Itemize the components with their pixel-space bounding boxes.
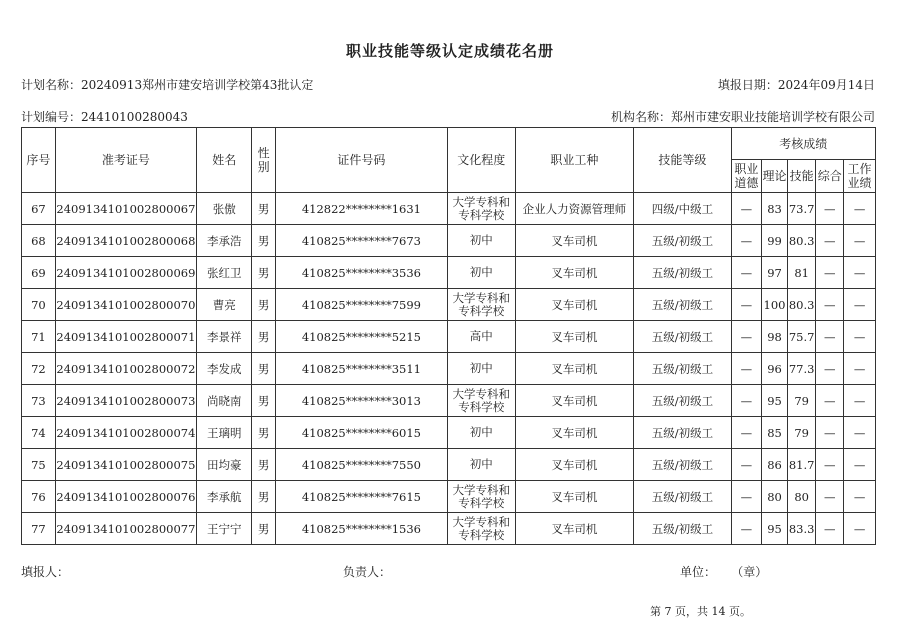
cell-seq: 67 — [22, 193, 56, 225]
cell-performance: — — [844, 513, 876, 545]
cell-theory: 95 — [762, 513, 788, 545]
cell-theory: 83 — [762, 193, 788, 225]
cell-comprehensive: — — [816, 321, 844, 353]
cell-theory: 100 — [762, 289, 788, 321]
cell-id: 410825********3536 — [275, 257, 447, 289]
cell-education: 高中 — [447, 321, 515, 353]
cell-comprehensive: — — [816, 193, 844, 225]
header-education: 文化程度 — [447, 128, 515, 193]
cell-gender: 男 — [252, 385, 276, 417]
cell-occupation: 企业人力资源管理师 — [515, 193, 634, 225]
cell-performance: — — [844, 193, 876, 225]
cell-ethics: — — [731, 193, 762, 225]
cell-education: 大学专科和专科学校 — [447, 513, 515, 545]
cell-education: 大学专科和专科学校 — [447, 289, 515, 321]
cell-ticket: 2409134101002800069 — [55, 257, 196, 289]
cell-theory: 86 — [762, 449, 788, 481]
cell-name: 曹亮 — [197, 289, 252, 321]
cell-name: 李承浩 — [197, 225, 252, 257]
cell-skill: 81 — [787, 257, 816, 289]
cell-id: 410825********1536 — [275, 513, 447, 545]
cell-gender: 男 — [252, 321, 276, 353]
cell-comprehensive: — — [816, 449, 844, 481]
cell-occupation: 叉车司机 — [515, 289, 634, 321]
cell-ethics: — — [731, 513, 762, 545]
cell-ticket: 2409134101002800071 — [55, 321, 196, 353]
cell-gender: 男 — [252, 257, 276, 289]
cell-theory: 85 — [762, 417, 788, 449]
cell-education: 初中 — [447, 417, 515, 449]
header-level: 技能等级 — [634, 128, 731, 193]
cell-occupation: 叉车司机 — [515, 321, 634, 353]
cell-occupation: 叉车司机 — [515, 449, 634, 481]
cell-occupation: 叉车司机 — [515, 417, 634, 449]
cell-id: 410825********6015 — [275, 417, 447, 449]
cell-occupation: 叉车司机 — [515, 257, 634, 289]
cell-ethics: — — [731, 257, 762, 289]
cell-theory: 95 — [762, 385, 788, 417]
cell-performance: — — [844, 449, 876, 481]
header-ethics: 职业道德 — [731, 160, 762, 193]
cell-skill: 73.7 — [787, 193, 816, 225]
cell-gender: 男 — [252, 193, 276, 225]
cell-gender: 男 — [252, 417, 276, 449]
cell-ethics: — — [731, 449, 762, 481]
cell-comprehensive: — — [816, 225, 844, 257]
cell-theory: 98 — [762, 321, 788, 353]
cell-level: 五级/初级工 — [634, 353, 731, 385]
cell-theory: 80 — [762, 481, 788, 513]
cell-id: 410825********7615 — [275, 481, 447, 513]
cell-ticket: 2409134101002800070 — [55, 289, 196, 321]
document-title: 职业技能等级认定成绩花名册 — [345, 42, 554, 60]
reporter-label: 填报人： — [21, 565, 70, 579]
cell-skill: 77.3 — [787, 353, 816, 385]
cell-seq: 72 — [22, 353, 56, 385]
cell-occupation: 叉车司机 — [515, 513, 634, 545]
cell-level: 五级/初级工 — [634, 481, 731, 513]
cell-level: 五级/初级工 — [634, 289, 731, 321]
cell-id: 410825********3511 — [275, 353, 447, 385]
header-gender: 性别 — [252, 128, 276, 193]
cell-ticket: 2409134101002800076 — [55, 481, 196, 513]
cell-gender: 男 — [252, 225, 276, 257]
cell-ethics: — — [731, 385, 762, 417]
score-roster-table — [21, 127, 876, 545]
cell-level: 五级/初级工 — [634, 513, 731, 545]
header-name: 姓名 — [197, 128, 252, 193]
cell-name: 尚晓南 — [197, 385, 252, 417]
cell-ethics: — — [731, 353, 762, 385]
cell-ethics: — — [731, 289, 762, 321]
report-date: 填报日期：2024年09月14日 — [717, 78, 875, 92]
table-row — [22, 289, 876, 321]
cell-comprehensive: — — [816, 481, 844, 513]
cell-skill: 83.3 — [787, 513, 816, 545]
cell-level: 五级/初级工 — [634, 385, 731, 417]
cell-theory: 97 — [762, 257, 788, 289]
cell-name: 张红卫 — [197, 257, 252, 289]
cell-ticket: 2409134101002800075 — [55, 449, 196, 481]
table-row — [22, 193, 876, 225]
cell-performance: — — [844, 289, 876, 321]
cell-id: 410825********7673 — [275, 225, 447, 257]
cell-gender: 男 — [252, 481, 276, 513]
cell-performance: — — [844, 257, 876, 289]
cell-education: 大学专科和专科学校 — [447, 385, 515, 417]
cell-id: 410825********5215 — [275, 321, 447, 353]
table-row — [22, 353, 876, 385]
table-row — [22, 449, 876, 481]
cell-theory: 96 — [762, 353, 788, 385]
cell-seq: 75 — [22, 449, 56, 481]
cell-gender: 男 — [252, 289, 276, 321]
cell-level: 五级/初级工 — [634, 225, 731, 257]
cell-name: 王宁宁 — [197, 513, 252, 545]
cell-ethics: — — [731, 481, 762, 513]
table-row — [22, 257, 876, 289]
cell-skill: 79 — [787, 417, 816, 449]
roster-body — [22, 193, 876, 545]
cell-ticket: 2409134101002800067 — [55, 193, 196, 225]
cell-level: 五级/初级工 — [634, 257, 731, 289]
header-theory: 理论 — [762, 160, 788, 193]
cell-education: 大学专科和专科学校 — [447, 193, 515, 225]
plan-name: 计划名称：20240913郑州市建安培训学校第43批认定 — [21, 78, 314, 92]
cell-comprehensive: — — [816, 513, 844, 545]
cell-seq: 74 — [22, 417, 56, 449]
cell-occupation: 叉车司机 — [515, 481, 634, 513]
header-skill: 技能 — [787, 160, 816, 193]
header-id: 证件号码 — [275, 128, 447, 193]
cell-name: 田均豪 — [197, 449, 252, 481]
org-name: 机构名称：郑州市建安职业技能培训学校有限公司 — [610, 110, 875, 124]
cell-skill: 80.3 — [787, 225, 816, 257]
cell-comprehensive: — — [816, 353, 844, 385]
cell-skill: 75.7 — [787, 321, 816, 353]
cell-ethics: — — [731, 225, 762, 257]
header-comprehensive: 综合 — [816, 160, 844, 193]
cell-skill: 80.3 — [787, 289, 816, 321]
cell-name: 李发成 — [197, 353, 252, 385]
header-ticket: 准考证号 — [55, 128, 196, 193]
header-seq: 序号 — [22, 128, 56, 193]
cell-seq: 69 — [22, 257, 56, 289]
cell-name: 王璃明 — [197, 417, 252, 449]
cell-education: 初中 — [447, 225, 515, 257]
table-row — [22, 321, 876, 353]
cell-occupation: 叉车司机 — [515, 385, 634, 417]
cell-education: 初中 — [447, 449, 515, 481]
page-number: 第 7 页，共 14 页。 — [650, 605, 751, 618]
cell-ticket: 2409134101002800077 — [55, 513, 196, 545]
cell-gender: 男 — [252, 449, 276, 481]
cell-skill: 80 — [787, 481, 816, 513]
cell-skill: 79 — [787, 385, 816, 417]
cell-performance: — — [844, 321, 876, 353]
cell-performance: — — [844, 417, 876, 449]
responsible-label: 负责人： — [343, 565, 392, 579]
cell-gender: 男 — [252, 353, 276, 385]
cell-performance: — — [844, 225, 876, 257]
cell-id: 412822********1631 — [275, 193, 447, 225]
table-row — [22, 513, 876, 545]
header-scores: 考核成绩 — [731, 128, 875, 160]
cell-education: 大学专科和专科学校 — [447, 481, 515, 513]
cell-occupation: 叉车司机 — [515, 353, 634, 385]
cell-performance: — — [844, 353, 876, 385]
cell-comprehensive: — — [816, 385, 844, 417]
cell-level: 五级/初级工 — [634, 449, 731, 481]
cell-name: 李承航 — [197, 481, 252, 513]
table-row — [22, 481, 876, 513]
cell-ticket: 2409134101002800074 — [55, 417, 196, 449]
table-row — [22, 385, 876, 417]
cell-name: 李景祥 — [197, 321, 252, 353]
cell-seq: 71 — [22, 321, 56, 353]
cell-comprehensive: — — [816, 289, 844, 321]
cell-seq: 70 — [22, 289, 56, 321]
cell-ticket: 2409134101002800072 — [55, 353, 196, 385]
cell-level: 五级/初级工 — [634, 321, 731, 353]
cell-name: 张傲 — [197, 193, 252, 225]
cell-ethics: — — [731, 321, 762, 353]
cell-id: 410825********3013 — [275, 385, 447, 417]
table-row — [22, 225, 876, 257]
cell-seq: 76 — [22, 481, 56, 513]
plan-number: 计划编号：24410100280043 — [21, 110, 188, 124]
cell-ethics: — — [731, 417, 762, 449]
cell-comprehensive: — — [816, 257, 844, 289]
cell-theory: 99 — [762, 225, 788, 257]
cell-seq: 77 — [22, 513, 56, 545]
cell-seq: 68 — [22, 225, 56, 257]
cell-id: 410825********7550 — [275, 449, 447, 481]
header-occupation: 职业工种 — [515, 128, 634, 193]
cell-id: 410825********7599 — [275, 289, 447, 321]
cell-performance: — — [844, 481, 876, 513]
cell-gender: 男 — [252, 513, 276, 545]
cell-ticket: 2409134101002800073 — [55, 385, 196, 417]
cell-seq: 73 — [22, 385, 56, 417]
unit-label: 单位： （章） — [680, 565, 768, 579]
cell-ticket: 2409134101002800068 — [55, 225, 196, 257]
cell-skill: 81.7 — [787, 449, 816, 481]
cell-education: 初中 — [447, 353, 515, 385]
cell-performance: — — [844, 385, 876, 417]
header-performance: 工作业绩 — [844, 160, 876, 193]
cell-education: 初中 — [447, 257, 515, 289]
cell-level: 四级/中级工 — [634, 193, 731, 225]
cell-comprehensive: — — [816, 417, 844, 449]
cell-level: 五级/初级工 — [634, 417, 731, 449]
cell-occupation: 叉车司机 — [515, 225, 634, 257]
table-row — [22, 417, 876, 449]
